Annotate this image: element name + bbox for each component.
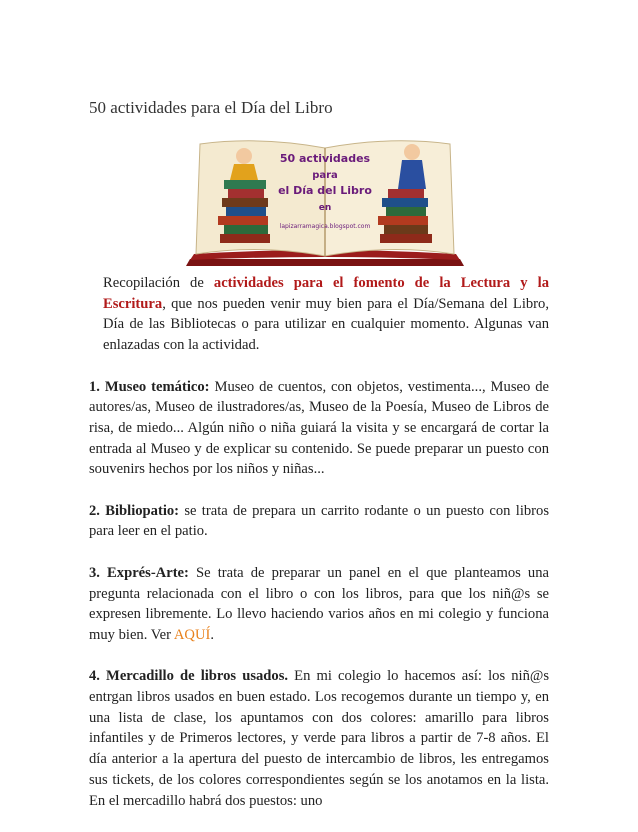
item-2: 2. Bibliopatio: se trata de prepara un carrito rodante o un puesto con libros para leer en el patio. (89, 502, 550, 540)
item-3-label: 3. Exprés-Arte: (89, 564, 189, 581)
aqui-link[interactable]: AQUÍ (173, 626, 211, 643)
item-1: 1. Museo temático: Museo de cuentos, con objetos, vestimenta..., Museo de autores/as, Museo de ilustradores/as, Museo de la Poesía, Museo de Libros de risa, de miedo... Algún niño o niña guiará la visita y se encargará de cortar la entrada al Museo y de explicar su contenido. Se puede preparar un puesto con souvenirs hechos por los niños y niñas... (89, 378, 550, 478)
image-line1: 50 actividades (279, 152, 371, 165)
item-1-label: 1. Museo temático: (89, 378, 210, 395)
book-illustration (180, 134, 470, 268)
image-line3: el Día del Libro (278, 184, 372, 197)
image-line2: para (312, 170, 338, 181)
intro-highlight: actividades para el fomento de la Lectura y la Escritura (103, 275, 549, 312)
item-4-label: 4. Mercadillo de libros usados. (89, 668, 289, 685)
item-2-label: 2. Bibliopatio: (89, 502, 180, 519)
image-url: lapizarramagica.blogspot.com (279, 223, 371, 230)
item-4: 4. Mercadillo de libros usados. En mi colegio lo hacemos así: los niñ@s entrgan libros usados en buen estado. Los recogemos durante un tiempo y, en una lista de clase, los apuntamos con dos colores: amarillo para libros infantiles y de Primeros lectores, y verde para libros a partir de 7-8 años. El día anterior a la apertura del puesto de intercambio de libros, les entregamos sus tickets, de los colores correspondientes según se los anotamos en la lista. En el mercadillo habrá dos puestos: uno (89, 668, 550, 809)
item-3: 3. Exprés-Arte: Se trata de preparar un panel en el que planteamos una pregunta relacionada con el libro o con los libros, para que los niñ@s se expresen libremente. Lo llevo haciendo varios años en mi colegio y funciona muy bien. Ver AQUÍ. (89, 564, 550, 643)
document-title: 50 actividades para el Día del Libro (89, 98, 333, 117)
intro-paragraph: Recopilación de actividades para el fomento de la Lectura y la Escritura, que nos pueden venir muy bien para el Día/Semana del Libro, Día de las Bibliotecas o para utilizar en cualquier momento. Algunas van enlazadas con la actividad. (103, 275, 549, 354)
document-body (89, 273, 549, 832)
image-line4: en (318, 203, 332, 213)
